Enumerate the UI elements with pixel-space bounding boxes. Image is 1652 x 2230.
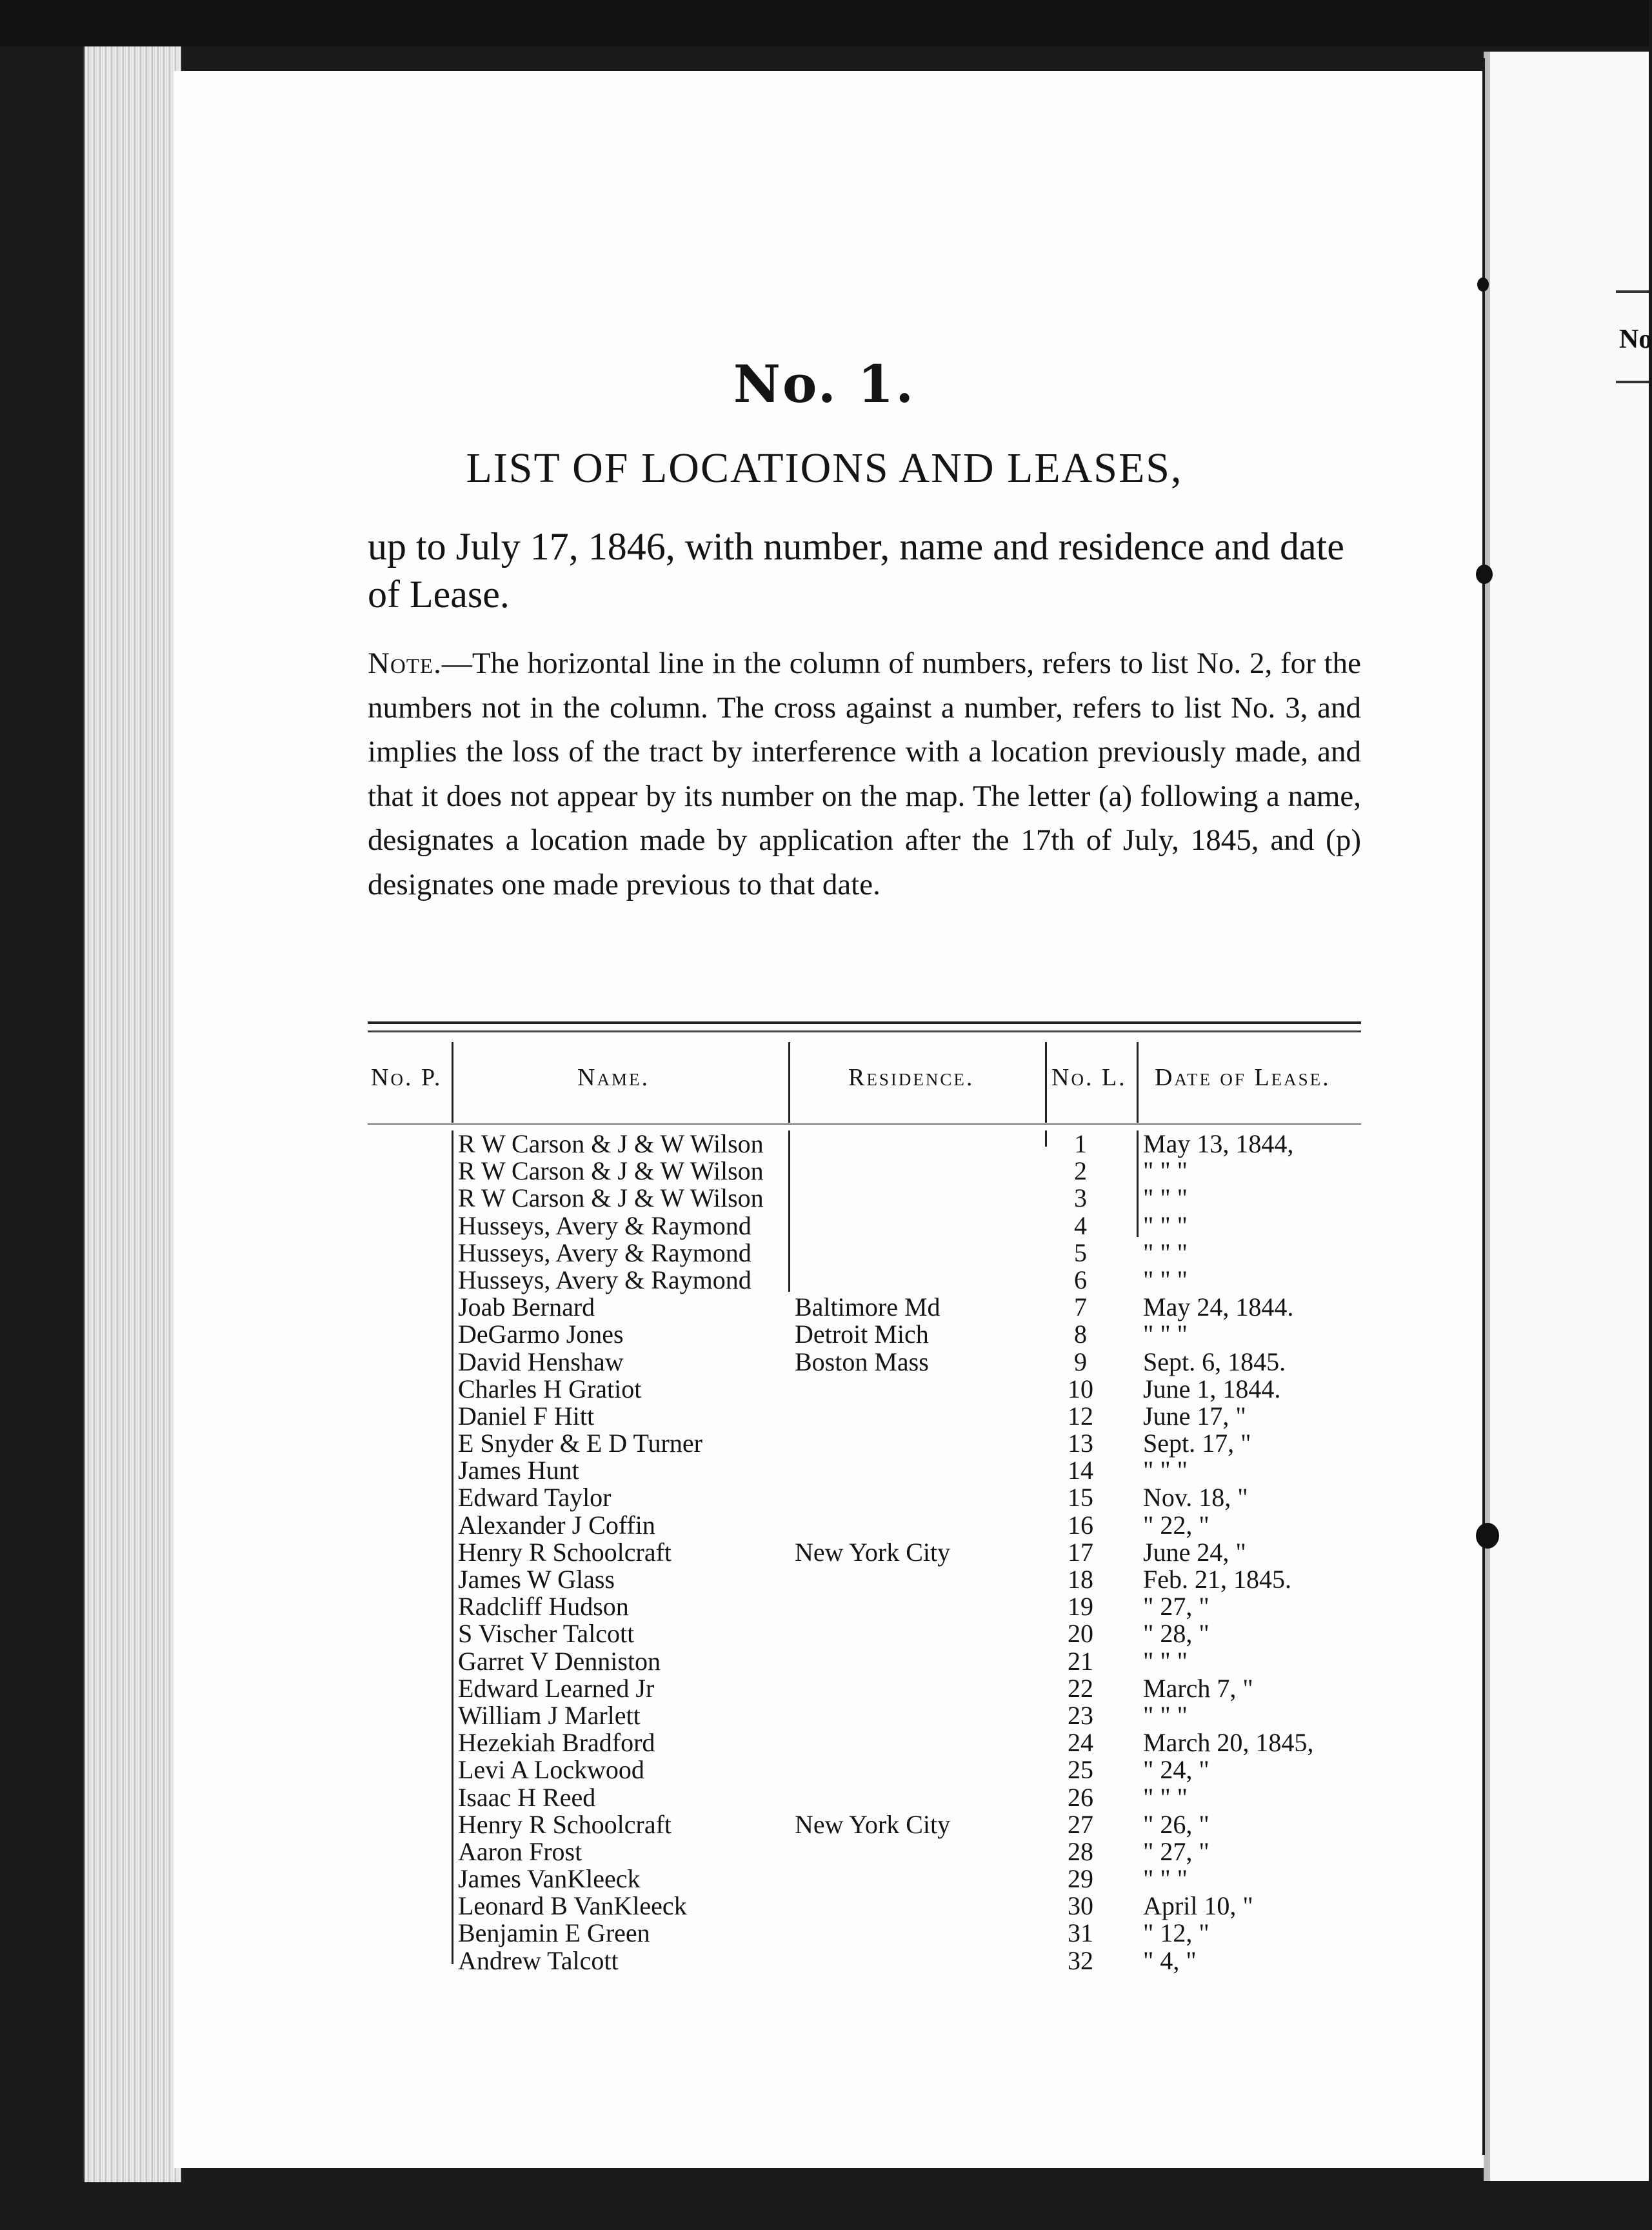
name-cell: Husseys, Avery & Raymond [458, 1238, 751, 1267]
residence-cell [795, 1702, 1040, 1729]
name-cell: S Vischer Talcott [458, 1619, 635, 1649]
name-cell: Charles H Gratiot [458, 1374, 642, 1403]
name-cell: Radcliff Hudson [458, 1592, 629, 1622]
name-cell: Garret V Denniston [458, 1646, 661, 1676]
residence-cell [795, 1947, 1040, 1974]
name-cell: Hezekiah Bradford [458, 1728, 655, 1758]
lease-number-cell: 32 [1068, 1945, 1093, 1975]
name-cell: Leonard B VanKleeck [458, 1891, 687, 1921]
name-column [458, 1130, 787, 1974]
facing-page-heading: No [1619, 325, 1652, 354]
lease-date-cell: " 12, " [1143, 1918, 1209, 1948]
residence-cell [795, 1593, 1040, 1620]
lease-date-cell: " 28, " [1143, 1619, 1209, 1649]
residence-cell [795, 1729, 1040, 1756]
lease-number-cell: 15 [1068, 1483, 1093, 1512]
name-cell: Daniel F Hitt [458, 1401, 595, 1431]
lease-number-cell: 6 [1074, 1265, 1087, 1294]
lease-number-cell: 22 [1068, 1673, 1093, 1703]
column-divider [452, 1042, 453, 1123]
residence-cell: New York City [795, 1809, 951, 1839]
lease-number-cell: 31 [1068, 1918, 1093, 1948]
residence-cell [795, 1920, 1040, 1947]
column-divider [1137, 1042, 1139, 1123]
residence-cell: Baltimore Md [795, 1292, 940, 1322]
lease-date-cell: " " " [1143, 1864, 1188, 1894]
residence-cell [795, 1865, 1040, 1893]
residence-cell [795, 1484, 1040, 1511]
lease-number-cell: 1 [1074, 1129, 1087, 1158]
name-cell: Henry R Schoolcraft [458, 1809, 672, 1839]
note-text: —The horizontal line in the column of numbers, refers to list No. 2, for the numbers not in the column. The cross against a number, refers to list No. 3, and implies the loss of the tract by interference with a location previously made, and that it does not appear by its number on the map. The letter (a) following a name, designates a location made by application after the 17th of July, 1845, and (p) designates one made previous to that date. [368, 647, 1361, 901]
residence-cell [795, 1185, 1040, 1212]
lease-date-cell: June 17, " [1143, 1401, 1246, 1431]
lease-number-cell: 14 [1068, 1456, 1093, 1485]
name-cell: Aaron Frost [458, 1836, 582, 1866]
lease-date-cell: " " " [1143, 1700, 1188, 1730]
table-top-rule [368, 1030, 1361, 1032]
lease-number-cell: 20 [1068, 1619, 1093, 1649]
residence-cell [795, 1756, 1040, 1783]
lease-date-cell: March 20, 1845, [1143, 1728, 1314, 1758]
lease-date-cell: May 24, 1844. [1143, 1292, 1294, 1322]
name-cell: James W Glass [458, 1565, 615, 1594]
residence-cell [795, 1240, 1040, 1267]
page-subtitle: up to July 17, 1846, with number, name and residence and date of Lease. [368, 525, 1344, 616]
residence-cell [795, 1376, 1040, 1403]
name-cell: Henry R Schoolcraft [458, 1537, 672, 1567]
lease-date-cell: " " " [1143, 1320, 1188, 1349]
lease-number-cell: 17 [1068, 1537, 1093, 1567]
name-cell: Joab Bernard [458, 1292, 595, 1322]
name-cell: Benjamin E Green [458, 1918, 650, 1948]
name-cell: Andrew Talcott [458, 1945, 619, 1975]
residence-cell [795, 1566, 1040, 1593]
lease-date-cell: " " " [1143, 1238, 1188, 1267]
lease-date-cell: March 7, " [1143, 1673, 1253, 1703]
column-divider [1137, 1130, 1139, 1237]
binding-mark [1476, 565, 1493, 584]
lease-number-cell: 4 [1074, 1210, 1087, 1240]
name-cell: Edward Taylor [458, 1483, 612, 1512]
lease-date-cell: Sept. 6, 1845. [1143, 1347, 1286, 1376]
header-residence: Residence. [848, 1064, 975, 1091]
column-divider [788, 1042, 790, 1123]
lease-number-cell: 28 [1068, 1836, 1093, 1866]
header-no-p: No. P. [371, 1064, 443, 1091]
lease-number-column [1051, 1130, 1110, 1974]
lease-number-cell: 23 [1068, 1700, 1093, 1730]
lease-date-cell: " 4, " [1143, 1945, 1197, 1975]
name-cell: R W Carson & J & W Wilson [458, 1129, 764, 1158]
name-cell: Alexander J Coffin [458, 1510, 655, 1540]
residence-cell [795, 1158, 1040, 1185]
lease-number-cell: 10 [1068, 1374, 1093, 1403]
residence-cell [795, 1130, 1040, 1158]
column-divider [788, 1130, 790, 1292]
residence-cell: New York City [795, 1537, 951, 1567]
lease-number-cell: 16 [1068, 1510, 1093, 1540]
page-number-heading: No. 1. [733, 354, 916, 414]
lease-number-cell: 24 [1068, 1728, 1093, 1758]
residence-column [795, 1130, 1040, 1974]
name-cell: DeGarmo Jones [458, 1320, 624, 1349]
name-cell: David Henshaw [458, 1347, 624, 1376]
name-cell: Isaac H Reed [458, 1782, 596, 1812]
lease-date-cell: " " " [1143, 1646, 1188, 1676]
lease-number-cell: 3 [1074, 1183, 1087, 1213]
header-name: Name. [577, 1064, 650, 1091]
lease-number-cell: 18 [1068, 1565, 1093, 1594]
lease-date-cell: " " " [1143, 1782, 1188, 1812]
residence-cell: Boston Mass [795, 1347, 929, 1376]
binding-mark [1477, 277, 1489, 292]
lease-number-cell: 2 [1074, 1156, 1087, 1186]
lease-number-cell: 8 [1074, 1320, 1087, 1349]
lease-number-cell: 26 [1068, 1782, 1093, 1812]
name-cell: E Snyder & E D Turner [458, 1429, 702, 1458]
lease-date-column [1143, 1130, 1362, 1974]
lease-date-cell: " 22, " [1143, 1510, 1209, 1540]
lease-date-cell: " 27, " [1143, 1592, 1209, 1622]
lease-date-cell: Feb. 21, 1845. [1143, 1565, 1291, 1594]
lease-date-cell: " " " [1143, 1210, 1188, 1240]
column-divider [1045, 1130, 1047, 1147]
residence-cell [795, 1403, 1040, 1430]
lease-date-cell: " " " [1143, 1456, 1188, 1485]
residence-cell [795, 1620, 1040, 1647]
header-no-l: No. L. [1051, 1064, 1127, 1091]
lease-date-cell: " " " [1143, 1265, 1188, 1294]
lease-date-cell: " 24, " [1143, 1755, 1209, 1785]
note-paragraph [368, 641, 1361, 907]
lease-date-cell: " " " [1143, 1183, 1188, 1213]
name-cell: R W Carson & J & W Wilson [458, 1183, 764, 1213]
column-divider [1045, 1042, 1047, 1123]
binding-mark [1476, 1523, 1499, 1549]
residence-cell [795, 1430, 1040, 1457]
lease-number-cell: 21 [1068, 1646, 1093, 1676]
residence-cell [795, 1267, 1040, 1294]
header-date: Date of Lease. [1155, 1064, 1331, 1091]
lease-number-cell: 9 [1074, 1347, 1087, 1376]
name-cell: Husseys, Avery & Raymond [458, 1265, 751, 1294]
lease-number-cell: 29 [1068, 1864, 1093, 1894]
residence-cell [795, 1675, 1040, 1702]
lease-date-cell: May 13, 1844, [1143, 1129, 1294, 1158]
name-cell: R W Carson & J & W Wilson [458, 1156, 764, 1186]
table-top-rule [368, 1021, 1361, 1024]
lease-date-cell: Nov. 18, " [1143, 1483, 1248, 1512]
residence-cell [795, 1512, 1040, 1539]
lease-date-cell: Sept. 17, " [1143, 1429, 1251, 1458]
lease-number-cell: 13 [1068, 1429, 1093, 1458]
name-cell: Levi A Lockwood [458, 1755, 644, 1785]
lease-number-cell: 25 [1068, 1755, 1093, 1785]
residence-cell [795, 1893, 1040, 1920]
lease-date-cell: June 1, 1844. [1143, 1374, 1281, 1403]
lease-number-cell: 27 [1068, 1809, 1093, 1839]
lease-number-cell: 19 [1068, 1592, 1093, 1622]
lease-number-cell: 7 [1074, 1292, 1087, 1322]
facing-page-rule [1616, 290, 1649, 293]
residence-cell [795, 1648, 1040, 1675]
name-cell: Edward Learned Jr [458, 1673, 655, 1703]
column-divider [452, 1130, 453, 1964]
residence-cell [795, 1838, 1040, 1865]
lease-number-cell: 30 [1068, 1891, 1093, 1921]
name-cell: James VanKleeck [458, 1864, 641, 1894]
page-title: LIST OF LOCATIONS AND LEASES, [466, 445, 1183, 492]
lease-number-cell: 5 [1074, 1238, 1087, 1267]
name-cell: William J Marlett [458, 1700, 641, 1730]
header-bottom-rule [368, 1123, 1361, 1125]
residence-cell [795, 1457, 1040, 1484]
lease-date-cell: June 24, " [1143, 1537, 1246, 1567]
residence-cell [795, 1784, 1040, 1811]
name-cell: James Hunt [458, 1456, 579, 1485]
lease-number-cell: 12 [1068, 1401, 1093, 1431]
lease-date-cell: April 10, " [1143, 1891, 1253, 1921]
name-cell: Husseys, Avery & Raymond [458, 1210, 751, 1240]
note-label: Note. [368, 647, 442, 680]
lease-date-cell: " " " [1143, 1156, 1188, 1186]
scan-background [0, 0, 1649, 46]
residence-cell [795, 1212, 1040, 1240]
lease-date-cell: " 27, " [1143, 1836, 1209, 1866]
residence-cell: Detroit Mich [795, 1320, 929, 1349]
lease-date-cell: " 26, " [1143, 1809, 1209, 1839]
